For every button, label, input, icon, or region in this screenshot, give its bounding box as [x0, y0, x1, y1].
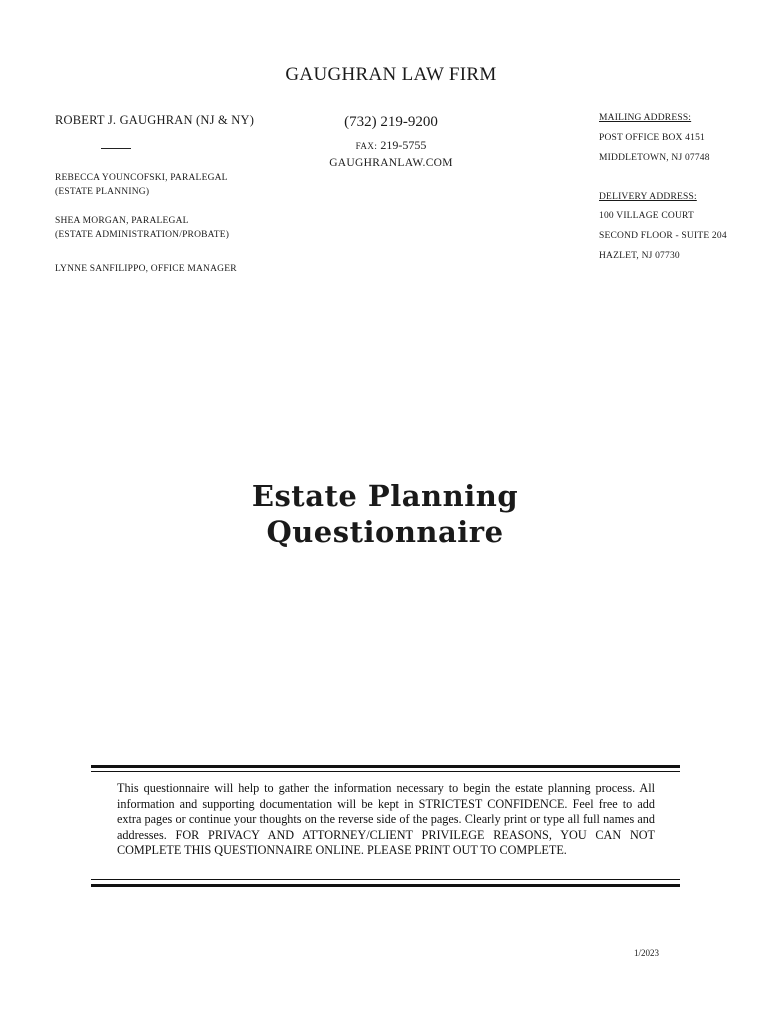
fax-label: FAX:	[355, 141, 378, 151]
notice-text: This questionnaire will help to gather the information necessary to begin the estate planning process. All information and supporting documentation will be kept in STRICTEST CONFIDENCE. Feel free to add extra pages or continue your thoughts on the reverse side of the pages. Clearly print or type all full names and addresses. FOR PRIVACY AND ATTORNEY/CLIENT PRIVILEGE REASONS, YOU CAN NOT COMPLETE THIS QUESTIONNAIRE ONLINE. PLEASE PRINT OUT TO COMPLETE.	[117, 781, 655, 857]
notice-bottom-rule-thin	[91, 879, 680, 880]
staff-name: REBECCA YOUNCOFSKI, PARALEGAL	[55, 173, 228, 183]
fax-number: 219-5755	[380, 138, 427, 152]
delivery-address-line: 100 VILLAGE COURT	[599, 211, 695, 221]
title-line: Estate Planning	[251, 479, 519, 513]
title-line: Questionnaire	[266, 515, 504, 549]
mailing-address-line: MIDDLETOWN, NJ 07748	[599, 153, 710, 163]
firm-name: GAUGHRAN LAW FIRM	[285, 64, 497, 85]
delivery-address-heading: DELIVERY ADDRESS:	[599, 192, 697, 202]
staff-member-2	[55, 214, 229, 242]
staff-role: (ESTATE ADMINISTRATION/PROBATE)	[55, 230, 230, 240]
notice-top-rule-thin	[91, 771, 680, 772]
document-title	[0, 478, 770, 550]
staff-name: SHEA MORGAN, PARALEGAL	[55, 216, 189, 226]
mailing-address-heading: MAILING ADDRESS:	[599, 113, 692, 123]
notice-bottom-rule-thick	[91, 884, 680, 887]
delivery-address-line: SECOND FLOOR - SUITE 204	[599, 231, 727, 241]
staff-member-3	[55, 262, 237, 276]
website: GAUGHRANLAW.COM	[329, 157, 453, 169]
revision-date: 1/2023	[634, 948, 660, 958]
attorney-name: ROBERT J. GAUGHRAN (NJ & NY)	[55, 113, 255, 127]
delivery-address-line: HAZLET, NJ 07730	[599, 251, 680, 261]
phone-number: (732) 219-9200	[344, 114, 438, 130]
mailing-address-line: POST OFFICE BOX 4151	[599, 133, 705, 143]
staff-name: LYNNE SANFILIPPO, OFFICE MANAGER	[55, 264, 237, 274]
staff-member-1	[55, 171, 228, 199]
notice-top-rule-thick	[91, 765, 680, 768]
staff-role: (ESTATE PLANNING)	[55, 187, 150, 197]
